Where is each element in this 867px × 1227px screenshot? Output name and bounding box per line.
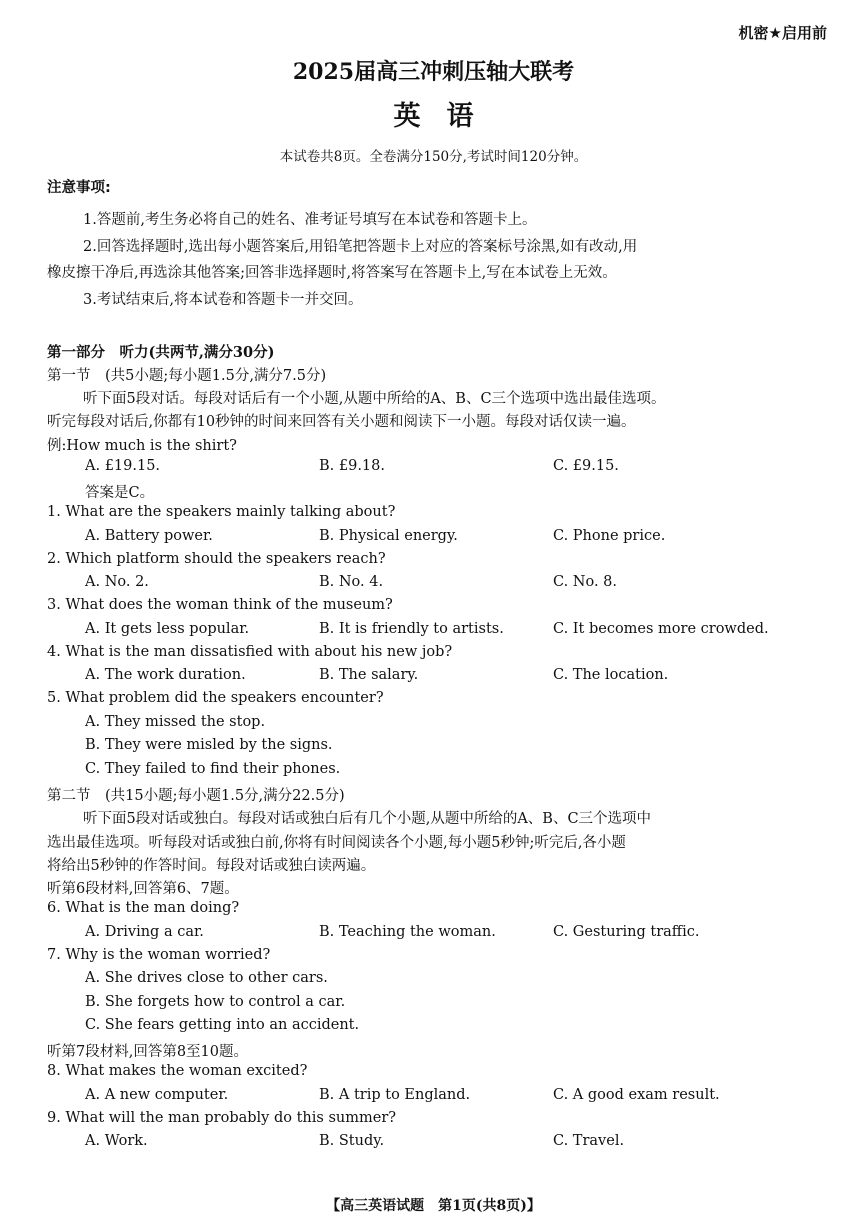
example-answer: 答案是C。 <box>85 485 155 501</box>
q2-option-a: A. No. 2. <box>85 574 149 590</box>
example-question: 例:How much is the shirt? <box>47 438 237 454</box>
q3-option-a: A. It gets less popular. <box>85 621 250 637</box>
q7-option-b: B. She forgets how to control a car. <box>85 994 346 1010</box>
exam-title: 2025届高三冲刺压轴大联考 <box>292 59 575 85</box>
question-8: 8. What makes the woman excited? <box>47 1063 308 1079</box>
q1-option-b: B. Physical energy. <box>319 528 458 544</box>
q7-option-c: C. She fears getting into an accident. <box>85 1017 360 1033</box>
example-option-a: A. £19.15. <box>85 458 161 474</box>
q8-option-a: A. A new computer. <box>85 1087 229 1103</box>
q3-option-c: C. It becomes more crowded. <box>553 621 769 637</box>
notice-title: 注意事项: <box>47 180 111 196</box>
part1-title: 第一部分 听力(共两节,满分30分) <box>47 344 275 361</box>
notice-item: 橡皮擦干净后,再选涂其他答案;回答非选择题时,将答案写在答题卡上,写在本试卷上无效。 <box>47 265 617 281</box>
exam-info: 本试卷共8页。全卷满分150分,考试时间120分钟。 <box>279 149 588 165</box>
page-footer: 【高三英语试题 第1页(共8页)】 <box>326 1198 541 1214</box>
q4-option-b: B. The salary. <box>319 667 419 683</box>
q2-option-c: C. No. 8. <box>553 574 618 590</box>
q9-option-c: C. Travel. <box>553 1133 625 1149</box>
section2-title: 第二节 (共15小题;每小题1.5分,满分22.5分) <box>47 788 345 804</box>
subject-title: 英语 <box>393 101 500 132</box>
q5-option-c: C. They failed to find their phones. <box>85 761 341 777</box>
question-9: 9. What will the man probably do this summer? <box>47 1110 397 1126</box>
section2-instruction: 听下面5段对话或独白。每段对话或独白后有几个小题,从题中所给的A、B、C三个选项中 <box>83 811 652 827</box>
question-4: 4. What is the man dissatisfied with about his new job? <box>47 644 453 660</box>
question-6: 6. What is the man doing? <box>47 900 240 916</box>
q5-option-a: A. They missed the stop. <box>85 714 266 730</box>
question-3: 3. What does the woman think of the museum? <box>47 597 393 613</box>
section1-instruction: 听完每段对话后,你都有10秒钟的时间来回答有关小题和阅读下一小题。每段对话仅读一遍。 <box>47 414 636 430</box>
q8-option-b: B. A trip to England. <box>319 1087 471 1103</box>
q4-option-c: C. The location. <box>553 667 669 683</box>
q3-option-b: B. It is friendly to artists. <box>319 621 504 637</box>
notice-item: 2.回答选择题时,选出每小题答案后,用铅笔把答题卡上对应的答案标号涂黑,如有改动,用 <box>83 239 638 255</box>
material-7-heading: 听第7段材料,回答第8至10题。 <box>47 1044 249 1060</box>
q5-option-b: B. They were misled by the signs. <box>85 737 333 753</box>
material-6-heading: 听第6段材料,回答第6、7题。 <box>47 881 239 897</box>
q1-option-a: A. Battery power. <box>85 528 213 544</box>
question-1: 1. What are the speakers mainly talking about? <box>47 504 396 520</box>
q7-option-a: A. She drives close to other cars. <box>85 970 328 986</box>
notice-item: 3.考试结束后,将本试卷和答题卡一并交回。 <box>83 292 363 308</box>
section2-instruction: 选出最佳选项。听每段对话或独白前,你将有时间阅读各个小题,每小题5秒钟;听完后,各小题 <box>47 835 626 851</box>
confidential-label: 机密★启用前 <box>738 24 827 42</box>
q6-option-b: B. Teaching the woman. <box>319 924 496 940</box>
q2-option-b: B. No. 4. <box>319 574 384 590</box>
q4-option-a: A. The work duration. <box>85 667 246 683</box>
q6-option-a: A. Driving a car. <box>85 924 204 940</box>
section1-title: 第一节 (共5小题;每小题1.5分,满分7.5分) <box>47 368 327 384</box>
section1-instruction: 听下面5段对话。每段对话后有一个小题,从题中所给的A、B、C三个选项中选出最佳选项。 <box>83 391 666 407</box>
question-2: 2. Which platform should the speakers reach? <box>47 551 386 567</box>
section2-instruction: 将给出5秒钟的作答时间。每段对话或独白读两遍。 <box>47 858 376 874</box>
q9-option-b: B. Study. <box>319 1133 385 1149</box>
example-option-c: C. £9.15. <box>553 458 619 474</box>
question-5: 5. What problem did the speakers encounter? <box>47 690 384 706</box>
q1-option-c: C. Phone price. <box>553 528 666 544</box>
question-7: 7. Why is the woman worried? <box>47 947 271 963</box>
q8-option-c: C. A good exam result. <box>553 1087 720 1103</box>
notice-item: 1.答题前,考生务必将自己的姓名、准考证号填写在本试卷和答题卡上。 <box>83 212 537 228</box>
example-option-b: B. £9.18. <box>319 458 385 474</box>
q6-option-c: C. Gesturing traffic. <box>553 924 700 940</box>
q9-option-a: A. Work. <box>85 1133 148 1149</box>
